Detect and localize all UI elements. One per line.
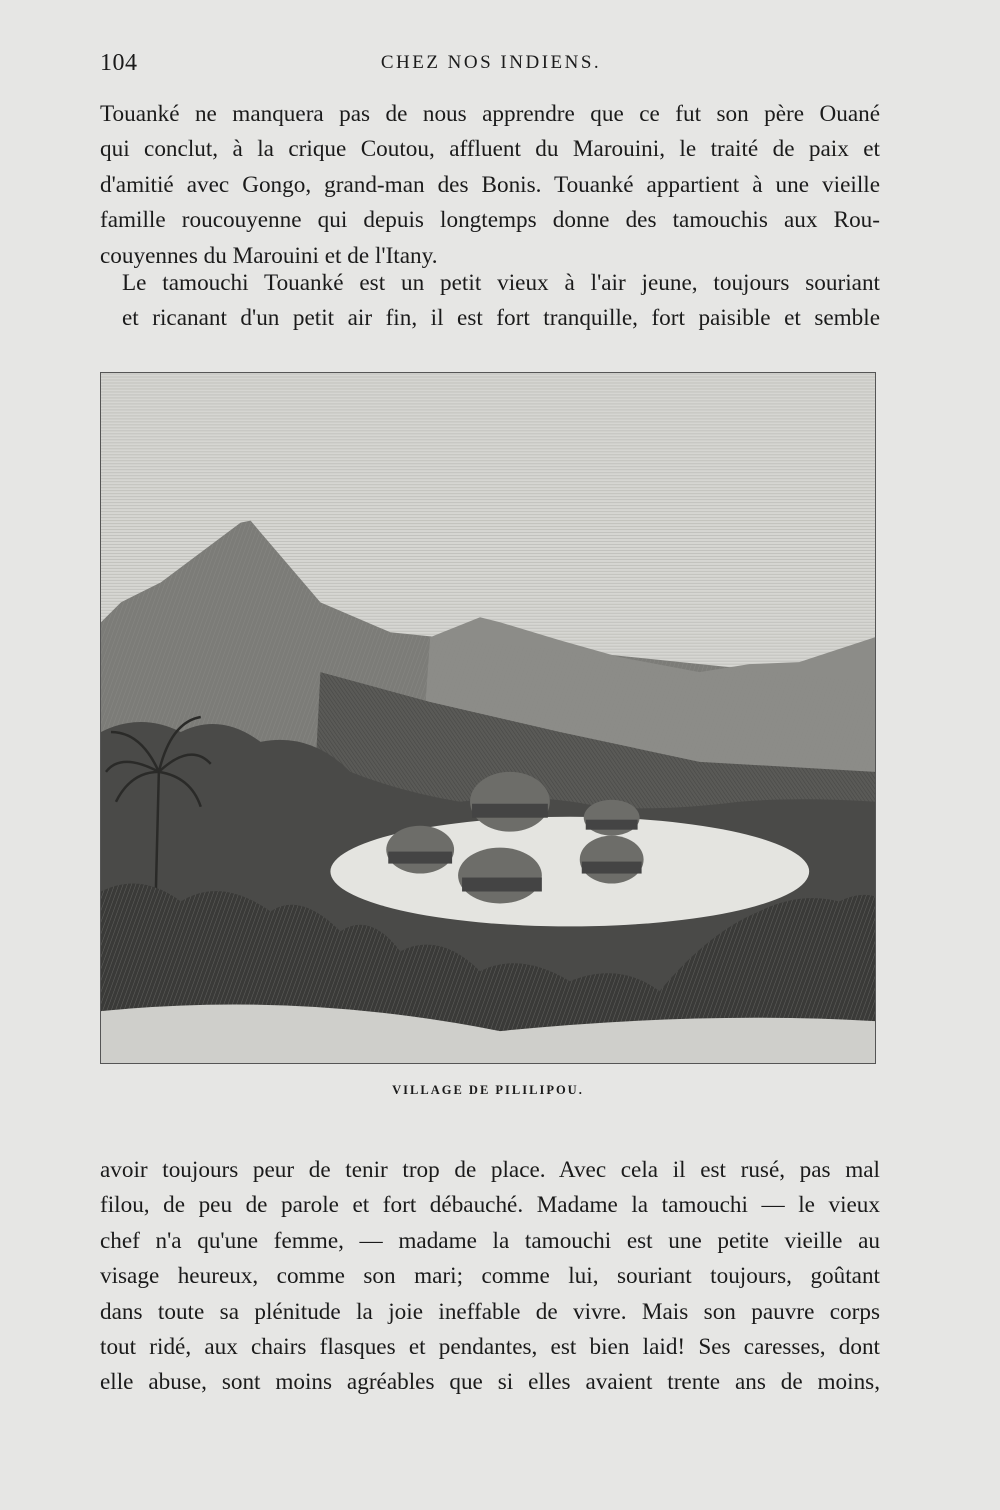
paragraph-3 bbox=[100, 1153, 880, 1401]
running-title: CHEZ NOS INDIENS. bbox=[380, 52, 602, 73]
text-line: Touanké ne manquera pas de nous apprendre que ce fut son père Ouané bbox=[100, 101, 880, 127]
text-line: couyennes du Marouini et de l'Itany. bbox=[100, 242, 438, 269]
paragraph-2 bbox=[100, 266, 880, 337]
text-line: filou, de peu de parole et fort débauché. Madame la tamouchi — le vieux bbox=[100, 1192, 880, 1219]
text-line: chef n'a qu'une femme, — madame la tamouchi est une petite vieille au bbox=[100, 1227, 880, 1254]
page-number: 104 bbox=[100, 50, 138, 76]
text-line: d'amitié avec Gongo, grand-man des Bonis. Touanké appartient à une vieille bbox=[100, 171, 880, 198]
paragraph-1 bbox=[100, 97, 880, 274]
text-line: dans toute sa plénitude la joie ineffable de vivre. Mais son pauvre corps bbox=[100, 1298, 880, 1325]
text-line: famille roucouyenne qui depuis longtemps donne des tamouchis aux Rou- bbox=[100, 207, 880, 234]
village-engraving bbox=[101, 373, 875, 1063]
text-line: elle abuse, sont moins agréables que si elles avaient trente ans de moins, bbox=[100, 1369, 880, 1396]
page-header bbox=[100, 50, 882, 90]
text-line: Le tamouchi Touanké est un petit vieux à l'air jeune, toujours souriant bbox=[122, 270, 880, 296]
text-line: tout ridé, aux chairs flasques et pendantes, est bien laid! Ses caresses, dont bbox=[100, 1334, 880, 1361]
figure-caption: VILLAGE DE PILILIPOU. bbox=[392, 1083, 584, 1097]
text-line: qui conclut, à la crique Coutou, affluent du Marouini, le traité de paix et bbox=[100, 136, 880, 163]
text-line: visage heureux, comme son mari; comme lui, souriant toujours, goûtant bbox=[100, 1263, 880, 1290]
text-line: avoir toujours peur de tenir trop de place. Avec cela il est rusé, pas mal bbox=[100, 1157, 880, 1183]
text-line: et ricanant d'un petit air fin, il est fort tranquille, fort paisible et semble bbox=[122, 305, 880, 332]
engraving-village-illustration bbox=[100, 372, 876, 1064]
